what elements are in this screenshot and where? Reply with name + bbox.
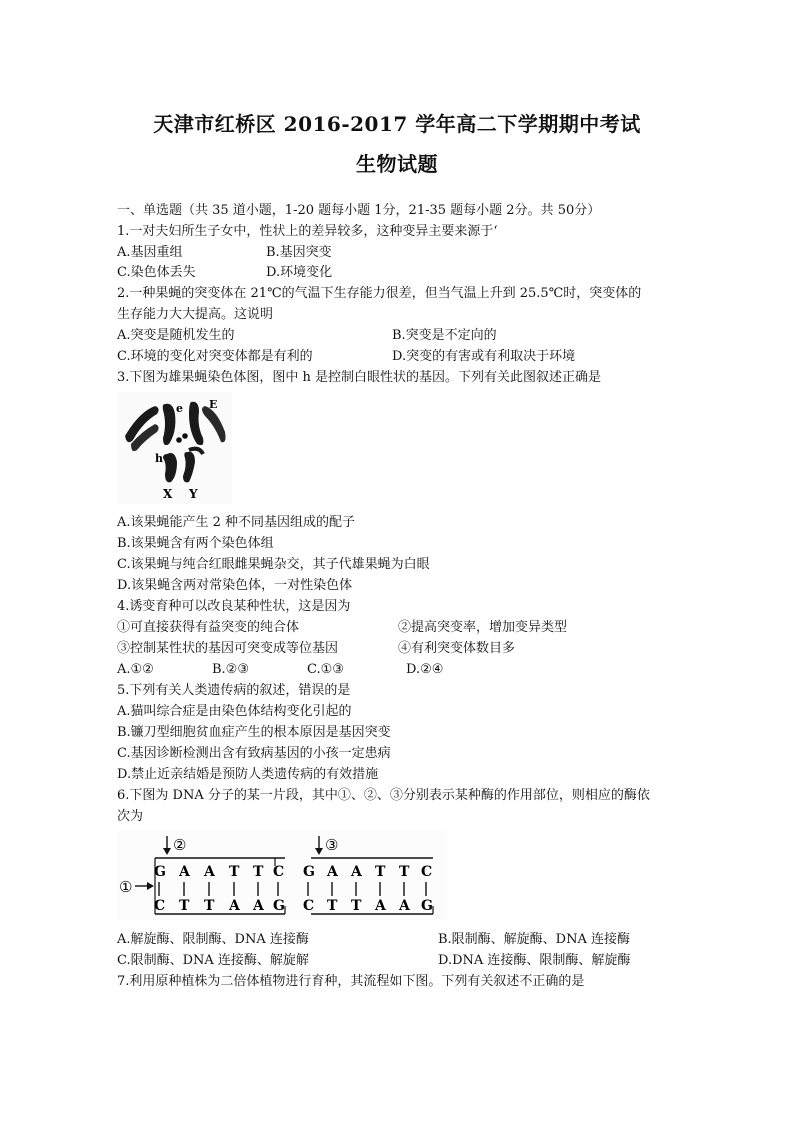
base-bottom: T	[327, 898, 338, 914]
q5-option-b: B.镰刀型细胞贫血症产生的根本原因是基因突变	[117, 725, 391, 740]
q6-option-c: C.限制酶、DNA 连接酶、解旋解	[117, 953, 309, 968]
exam-title: 天津市红桥区 2016-2017 学年高二下学期期中考试	[153, 112, 641, 136]
base-bottom: C	[303, 898, 315, 914]
base-bottom: G	[273, 898, 285, 914]
chromosome-figure	[117, 392, 232, 504]
q6-stem-line2: 次为	[117, 809, 144, 824]
q1-option-a: A.基因重组	[117, 245, 183, 260]
label-E: E	[209, 398, 218, 411]
label-X: X	[163, 487, 173, 501]
label-Y: Y	[189, 487, 198, 501]
q3-stem: 3.下图为雄果蝇染色体图，图中 h 是控制白眼性状的基因。下列有关此图叙述正确是	[117, 370, 602, 385]
q3-option-d: D.该果蝇含两对常染色体，一对性染色体	[117, 578, 353, 593]
base-top: T	[253, 864, 264, 880]
dna-figure	[117, 830, 447, 920]
q4-option-b: B.②③	[212, 662, 249, 677]
q4-statement-2: ②提高突变率，增加变异类型	[398, 620, 568, 635]
base-bottom: C	[154, 898, 166, 914]
q5-stem: 5.下列有关人类遗传病的叙述，错误的是	[117, 683, 351, 698]
dot-chromosome	[176, 437, 182, 443]
q4-statement-3: ③控制某性状的基因可突变成等位基因	[117, 641, 339, 656]
label-h: h	[155, 452, 163, 465]
base-top: C	[421, 864, 433, 880]
q2-option-c: C.环境的变化对突变体都是有利的	[117, 349, 313, 364]
marker-1: ①	[119, 878, 133, 896]
base-bottom: T	[179, 898, 190, 914]
q4-statement-4: ④有利突变体数目多	[398, 641, 516, 656]
q6-option-d: D.DNA 连接酶、限制酶、解旋酶	[438, 953, 631, 968]
q6-option-a: A.解旋酶、限制酶、DNA 连接酶	[117, 932, 309, 947]
marker-2: ②	[173, 836, 187, 854]
base-top: G	[154, 864, 166, 880]
q6-stem-line1: 6.下图为 DNA 分子的某一片段，其中①、②、③分别表示某种酶的作用部位，则相应的酶依	[117, 788, 650, 803]
base-top: A	[204, 864, 215, 880]
base-top: G	[303, 864, 315, 880]
q4-option-c: C.①③	[307, 662, 344, 677]
q4-stem: 4.诱变育种可以改良某种性状，这是因为	[117, 599, 351, 614]
q3-option-a: A.该果蝇能产生 2 种不同基因组成的配子	[117, 515, 356, 530]
base-bottom: T	[204, 898, 215, 914]
q1-option-b: B.基因突变	[266, 245, 332, 260]
base-top: A	[327, 864, 338, 880]
q1-stem: 1.一对夫妇所生子女中，性状上的差异较多，这种变异主要来源于‘	[117, 224, 498, 239]
q2-option-a: A.突变是随机发生的	[117, 328, 235, 343]
base-top: T	[229, 864, 240, 880]
q2-stem-line2: 生存能力大大提高。这说明	[117, 307, 274, 322]
q5-option-a: A.猫叫综合症是由染色体结构变化引起的	[117, 704, 352, 719]
base-top: T	[375, 864, 386, 880]
base-bottom: T	[351, 898, 362, 914]
base-top: A	[351, 864, 362, 880]
base-bottom: A	[399, 898, 410, 914]
q4-statement-1: ①可直接获得有益突变的纯合体	[117, 620, 300, 635]
q3-option-b: B.该果蝇含有两个染色体组	[117, 536, 274, 551]
base-bottom: A	[375, 898, 386, 914]
exam-subtitle: 生物试题	[356, 152, 438, 176]
base-top: T	[399, 864, 410, 880]
q4-option-d: D.②④	[406, 662, 444, 677]
q6-option-b: B.限制酶、解旋酶、DNA 连接酶	[438, 932, 631, 947]
base-top: C	[273, 864, 285, 880]
q3-option-c: C.该果蝇与纯合红眼雌果蝇杂交，其子代雄果蝇为白眼	[117, 557, 430, 572]
dot-chromosome	[182, 433, 188, 439]
marker-3: ③	[325, 836, 339, 854]
q2-stem-line1: 2.一种果蝇的突变体在 21℃的气温下生存能力很差，但当气温上升到 25.5℃时，突变体的	[117, 286, 642, 301]
q2-option-b: B.突变是不定向的	[392, 328, 497, 343]
base-bottom: A	[253, 898, 264, 914]
q1-option-c: C.染色体丢失	[117, 265, 196, 280]
q5-option-c: C.基因诊断检测出含有致病基因的小孩一定患病	[117, 746, 391, 761]
base-top: A	[179, 864, 190, 880]
section-heading: 一、单选题（共 35 道小题，1-20 题每小题 1分，21-35 题每小题 2分。共 50分）	[117, 203, 601, 218]
q1-option-d: D.环境变化	[266, 265, 333, 280]
label-e: e	[176, 402, 183, 415]
q2-option-d: D.突变的有害或有利取决于环境	[392, 349, 576, 364]
q7-stem: 7.利用原种植株为二倍体植物进行育种，其流程如下图。下列有关叙述不正确的是	[117, 974, 585, 989]
base-bottom: G	[421, 898, 433, 914]
q5-option-d: D.禁止近亲结婚是预防人类遗传病的有效措施	[117, 767, 379, 782]
q4-option-a: A.①②	[117, 662, 154, 677]
base-bottom: A	[229, 898, 240, 914]
